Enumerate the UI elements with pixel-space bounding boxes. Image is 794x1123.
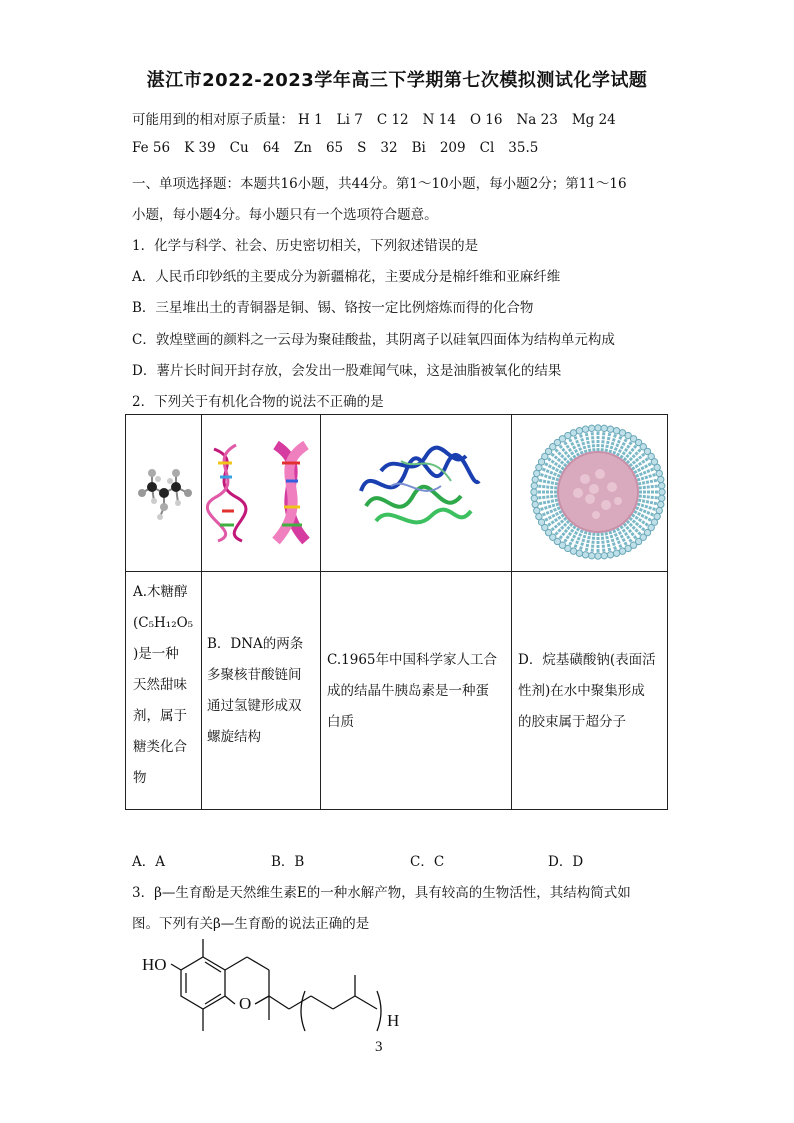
surfactant-head bbox=[532, 476, 538, 482]
atomic-masses-line1 bbox=[132, 108, 630, 128]
surfactant-tail bbox=[602, 533, 604, 554]
surfactant-head bbox=[589, 552, 595, 558]
q2-cell-b bbox=[207, 629, 319, 753]
q1-option-a: A．人民币印钞纸的主要成分为新疆棉花，主要成分是棉纤维和亚麻纤维 bbox=[132, 269, 561, 285]
mass-item: Zn bbox=[293, 140, 312, 156]
mass-item: N 14 bbox=[422, 112, 456, 128]
beta-tocopherol-structure bbox=[135, 935, 425, 1065]
surfactant-tail bbox=[537, 500, 558, 504]
q2-option-a[interactable]: A．A bbox=[132, 854, 165, 870]
q2-cell-c bbox=[327, 645, 509, 738]
table-divider bbox=[201, 415, 202, 809]
mass-item: Fe 56 bbox=[132, 140, 171, 156]
surfactant-tail bbox=[537, 480, 558, 484]
cell-d-line: 的胶束属于超分子 bbox=[518, 714, 626, 730]
q2-option-d[interactable]: D．D bbox=[548, 854, 584, 870]
cell-a-line: (C₅H₁₂O₅ bbox=[133, 615, 194, 631]
mass-item: S bbox=[357, 140, 367, 156]
surfactant-head bbox=[595, 553, 601, 559]
surfactant-tail bbox=[536, 496, 557, 498]
mass-item: 32 bbox=[380, 140, 398, 156]
q3-stem-line1: 3．β—生育酚是天然维生素E的一种水解产物，具有较高的生物活性，其结构简式如 bbox=[132, 885, 631, 901]
surfactant-head bbox=[601, 425, 607, 431]
cell-a-line: 糖类化合 bbox=[133, 739, 187, 755]
table-divider bbox=[126, 571, 667, 572]
cell-b-line: 多聚核苷酸链间 bbox=[207, 667, 302, 683]
surfactant-head bbox=[658, 483, 664, 489]
surfactant-tail bbox=[638, 480, 659, 484]
mass-item: K 39 bbox=[184, 140, 216, 156]
surfactant-head bbox=[531, 489, 537, 495]
q2-cell-d bbox=[518, 645, 666, 738]
micelle-image bbox=[530, 419, 666, 565]
surfactant-head bbox=[658, 476, 664, 482]
mass-item: Li 7 bbox=[336, 112, 363, 128]
surfactant-tail bbox=[606, 431, 610, 452]
q1-option-b: B．三星堆出土的青铜器是铜、锡、铬按一定比例熔炼而得的化合物 bbox=[132, 300, 534, 316]
table-divider bbox=[511, 415, 512, 809]
section-heading-line2: 小题，每小题4分。每小题只有一个选项符合题意。 bbox=[132, 207, 438, 223]
surfactant-tail bbox=[602, 430, 604, 451]
surfactant-head bbox=[659, 489, 665, 495]
surfactant-head bbox=[613, 550, 619, 556]
cell-c-line: C.1965年中国科学家人工合 bbox=[327, 652, 497, 668]
surfactant-tail bbox=[586, 532, 590, 553]
surfactant-head bbox=[658, 495, 664, 501]
section-heading-line1: 一、单项选择题：本题共16小题，共44分。第1～10小题，每小题2分；第11～16 bbox=[132, 176, 627, 192]
mass-item: Mg 24 bbox=[571, 112, 616, 128]
surfactant-tail bbox=[638, 500, 659, 504]
hydrogen-label: H bbox=[387, 1011, 400, 1030]
surfactant-head bbox=[607, 552, 613, 558]
ho-label: HO bbox=[142, 955, 167, 974]
mass-item: 35.5 bbox=[508, 140, 539, 156]
table-divider bbox=[320, 415, 321, 809]
surfactant-tail bbox=[592, 430, 594, 451]
cell-a-line: 剂，属于 bbox=[133, 708, 187, 724]
cell-d-line: 性剂)在水中聚集形成 bbox=[518, 683, 645, 699]
q1-stem: 1．化学与科学、社会、历史密切相关，下列叙述错误的是 bbox=[132, 238, 479, 254]
masses-label: 可能用到的相对原子质量： bbox=[132, 112, 294, 128]
cell-a-line: 天然甜味 bbox=[133, 677, 187, 693]
mass-item: Na 23 bbox=[516, 112, 558, 128]
surfactant-head bbox=[576, 428, 582, 434]
repeat-subscript: 3 bbox=[375, 1039, 383, 1055]
cell-b-line: 通过氢键形成双 bbox=[207, 698, 302, 714]
dna-double-helix-image bbox=[206, 441, 316, 545]
xylitol-ball-stick-model bbox=[130, 455, 198, 535]
mass-item: 209 bbox=[439, 140, 466, 156]
surfactant-tail bbox=[639, 486, 660, 488]
surfactant-head bbox=[531, 483, 537, 489]
q1-option-c: C．敦煌壁画的颜料之一云母为聚硅酸盐，其阴离子以硅氧四面体为结构单元构成 bbox=[132, 332, 615, 348]
q2-option-c[interactable]: C．C bbox=[410, 854, 445, 870]
mass-item: Cl bbox=[479, 140, 495, 156]
cell-d-line: D．烷基磺酸钠(表面活 bbox=[518, 652, 656, 668]
q2-table bbox=[125, 414, 668, 810]
surfactant-head bbox=[601, 552, 607, 558]
page-title: 湛江市2022-2023学年高三下学期第七次模拟测试化学试题 bbox=[146, 70, 648, 91]
mass-item: O 16 bbox=[469, 112, 503, 128]
surfactant-head bbox=[656, 470, 662, 476]
q2-option-b[interactable]: B．B bbox=[271, 854, 305, 870]
mass-item: C 12 bbox=[376, 112, 409, 128]
surfactant-tail bbox=[592, 533, 594, 554]
cell-a-line: )是一种 bbox=[133, 646, 179, 662]
mass-item: Cu bbox=[229, 140, 249, 156]
q3-stem-line2: 图。下列有关β—生育酚的说法正确的是 bbox=[132, 916, 370, 932]
q2-stem: 2．下列关于有机化合物的说法不正确的是 bbox=[132, 394, 384, 410]
q2-options bbox=[0, 850, 794, 870]
cell-b-line: 螺旋结构 bbox=[207, 729, 261, 745]
surfactant-head bbox=[534, 507, 540, 513]
q2-cell-a bbox=[133, 577, 199, 794]
q1-option-d: D．薯片长时间开封存放，会发出一股难闻气味，这是油脂被氧化的结果 bbox=[132, 363, 562, 379]
mass-item: Bi bbox=[411, 140, 426, 156]
cell-c-line: 白质 bbox=[327, 714, 354, 730]
cell-b-line: B．DNA的两条 bbox=[207, 636, 304, 652]
insulin-protein-ribbon-image bbox=[351, 441, 486, 541]
surfactant-tail bbox=[639, 496, 660, 498]
surfactant-tail bbox=[606, 532, 610, 553]
cell-c-line: 成的结晶牛胰岛素是一种蛋 bbox=[327, 683, 489, 699]
surfactant-tail bbox=[586, 431, 590, 452]
surfactant-head bbox=[658, 501, 664, 507]
surfactant-head bbox=[532, 501, 538, 507]
surfactant-head bbox=[582, 552, 588, 558]
mass-item: 65 bbox=[325, 140, 344, 156]
mass-item: H 1 bbox=[298, 112, 323, 128]
surfactant-head bbox=[607, 426, 613, 432]
surfactant-tail bbox=[536, 486, 557, 488]
surfactant-head bbox=[595, 425, 601, 431]
cell-a-line: A.木糖醇 bbox=[133, 584, 188, 600]
surfactant-head bbox=[531, 495, 537, 501]
mass-item: 64 bbox=[262, 140, 280, 156]
surfactant-head bbox=[589, 425, 595, 431]
surfactant-head bbox=[582, 426, 588, 432]
cell-a-line: 物 bbox=[133, 770, 147, 786]
oxygen-label: O bbox=[239, 994, 252, 1013]
atomic-masses-line2 bbox=[132, 140, 552, 156]
